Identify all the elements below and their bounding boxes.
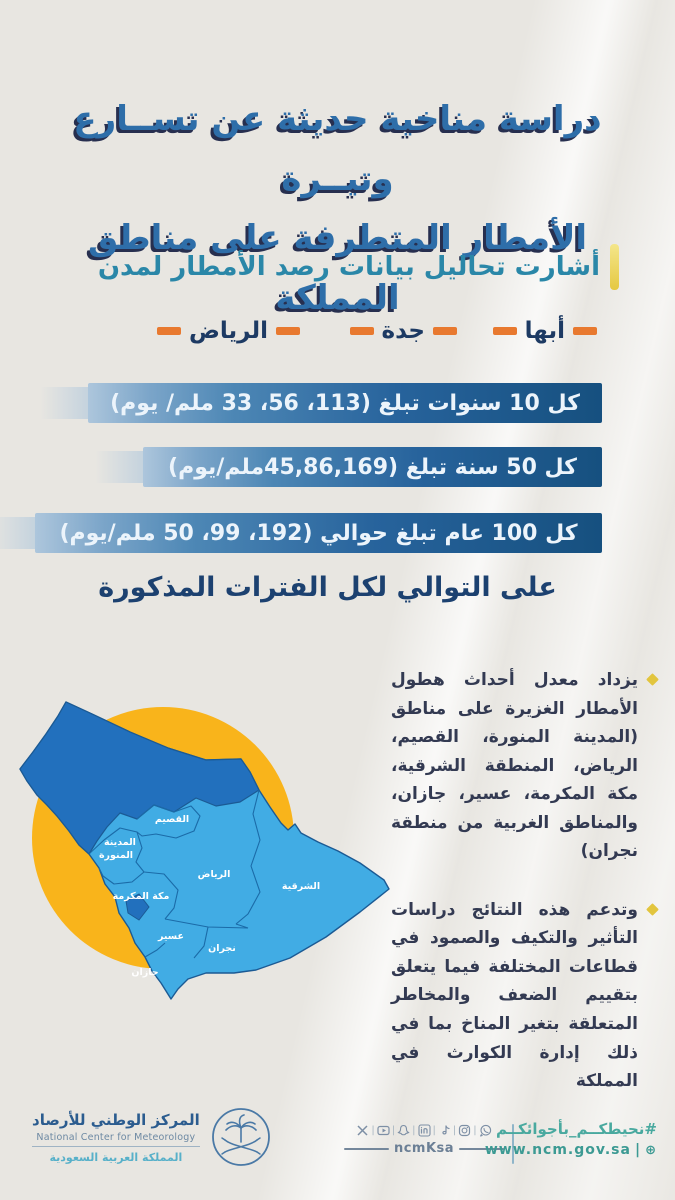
website-row	[485, 1142, 657, 1158]
dash-line	[344, 1148, 389, 1150]
poster-title-line2: الأمطار المتطرفة على مناطق المملكة	[87, 218, 588, 318]
map-label-madinah-1: المدينة	[104, 837, 136, 848]
globe-icon: ⊕	[645, 1142, 657, 1158]
footer-org-block	[32, 1106, 272, 1168]
tiktok-icon	[438, 1124, 451, 1137]
bullet-text-2: وتدعم هذه النتائج دراسات التأثير والتكيف والصمود في قطاعات المختلفة فيما يتعلق بتقييم الضعف والمخاطر المتعلقة بتغير المناخ بما في ذلك إدارة الكوارث في المملكة	[391, 899, 638, 1092]
linkedin-icon	[418, 1124, 431, 1137]
saudi-arabia-map	[8, 656, 400, 1008]
icon-separator: |	[412, 1125, 416, 1136]
org-name-english: National Center for Meteorology	[32, 1132, 200, 1147]
intro-text: أشارت تحاليل بيانات رصد الأمطار لمدن	[97, 252, 600, 282]
stat-bar-50-years: كل 50 سنة تبلغ (45,86,169ملم/يوم)	[143, 447, 602, 487]
poster-title	[28, 90, 647, 328]
orange-dash-icon	[493, 327, 517, 335]
map-label-qassim: القصيم	[154, 814, 190, 825]
icon-separator: |	[432, 1125, 436, 1136]
website-url: www.ncm.gov.sa	[484, 1142, 631, 1158]
map-label-riyadh: الرياض	[197, 869, 231, 880]
campaign-hashtag: #نحيطكــم_بأجوائكــم	[496, 1120, 657, 1138]
orange-dash-icon	[433, 327, 457, 335]
social-icons-row	[344, 1124, 504, 1137]
poster-title-line1: دراسة مناخية حديثة عن تســارع وتيــرة	[73, 99, 602, 199]
org-text-block	[32, 1111, 200, 1164]
yellow-accent-bar	[610, 244, 619, 290]
map-label-makkah: مكة المكرمة	[112, 891, 170, 902]
city-label-jeddah	[350, 318, 457, 344]
orange-dash-icon	[573, 327, 597, 335]
city-label-abha	[493, 318, 597, 344]
respectively-note: على التوالي لكل الفترات المذكورة	[98, 572, 557, 603]
city-name: أبها	[524, 318, 565, 344]
icon-separator: |	[473, 1125, 477, 1136]
yellow-diamond-icon	[646, 673, 659, 686]
bullet-list	[391, 666, 659, 1126]
snapchat-icon	[397, 1124, 410, 1137]
x-icon	[356, 1124, 369, 1137]
stat-bar-10-years: كل 10 سنوات تبلغ (113، 56، 33 ملم/ يوم)	[88, 383, 602, 423]
orange-dash-icon	[350, 327, 374, 335]
orange-dash-icon	[276, 327, 300, 335]
icon-separator: |	[371, 1125, 375, 1136]
url-separator: |	[634, 1142, 642, 1158]
city-name: الرياض	[188, 318, 268, 344]
bullet-text-1: يزداد معدل أحداث هطول الأمطار الغزيرة على مناطق (المدينة المنورة، القصيم، الرياض، المنطقة الشرقية، مكة المكرمة، عسير، جازان، والمناطق الغربية من منطقة نجران)	[391, 670, 638, 862]
intro-row	[98, 244, 619, 290]
city-label-riyadh	[157, 318, 300, 344]
footer-contact-block	[485, 1120, 657, 1158]
instagram-icon	[458, 1124, 471, 1137]
map-label-sharqiyah: الشرقية	[281, 881, 321, 892]
map-label-asir: عسير	[158, 931, 184, 942]
social-handle: ncmKsa	[393, 1141, 455, 1156]
palm-tree-icon	[226, 1115, 256, 1142]
ncm-logo	[210, 1106, 272, 1168]
org-country: المملكة العربية السعودية	[49, 1150, 183, 1164]
yellow-diamond-icon	[646, 903, 659, 916]
youtube-icon	[377, 1124, 390, 1137]
stat-bar-100-years: كل 100 عام تبلغ حوالي (192، 99، 50 ملم/يوم)	[35, 513, 602, 553]
orange-dash-icon	[157, 327, 181, 335]
city-name: جدة	[381, 318, 425, 344]
map-label-jazan: جازان	[131, 967, 159, 978]
map-label-madinah-2: المنورة	[98, 850, 134, 861]
footer-social-block	[344, 1124, 504, 1156]
social-handle-row	[344, 1141, 504, 1156]
bullet-item-2	[391, 896, 659, 1096]
bullet-item-1	[391, 666, 659, 866]
map-label-najran: نجران	[208, 943, 236, 954]
icon-separator: |	[452, 1125, 457, 1136]
org-name-arabic: المركز الوطني للأرصاد	[32, 1110, 200, 1129]
icon-separator: |	[391, 1125, 396, 1136]
